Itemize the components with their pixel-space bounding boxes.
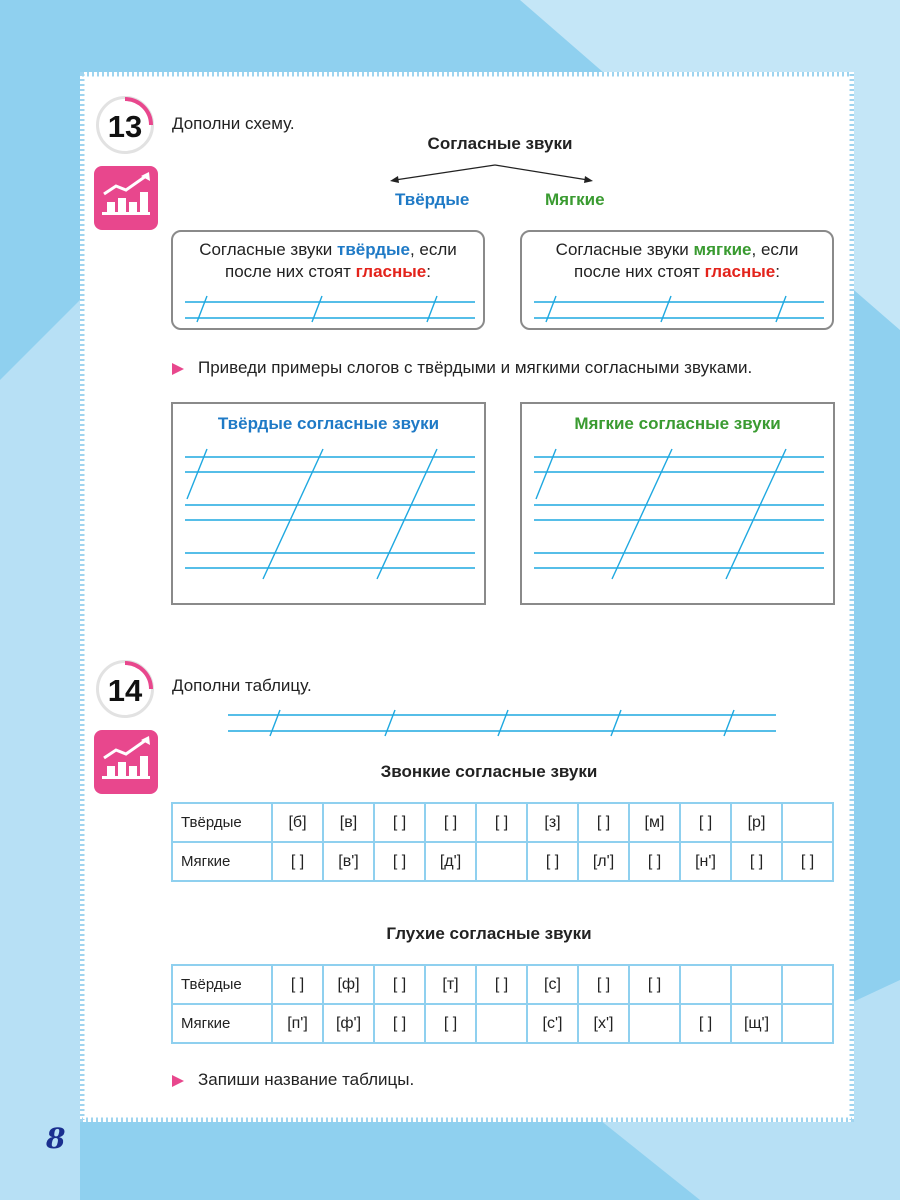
soft-rule-prefix: Согласные звуки — [555, 240, 694, 259]
sound-cell[interactable]: [ф] — [323, 965, 374, 1004]
table-row — [172, 842, 833, 881]
soft-rule-box — [520, 230, 834, 330]
hard-rule-box — [171, 230, 485, 330]
sound-cell[interactable]: [ ] — [578, 965, 629, 1004]
soft-rule-middle: , если — [751, 240, 799, 259]
sound-cell[interactable]: [ ] — [272, 842, 323, 881]
sound-cell[interactable]: [ ] — [731, 842, 782, 881]
scheme-soft: Мягкие — [545, 190, 605, 209]
sound-cell[interactable] — [731, 965, 782, 1004]
sound-cell[interactable]: [з] — [527, 803, 578, 842]
sound-cell[interactable]: [ ] — [578, 803, 629, 842]
sound-cell[interactable]: [т] — [425, 965, 476, 1004]
sound-cell[interactable]: [с] — [527, 965, 578, 1004]
hard-rule-middle: , если — [409, 240, 457, 259]
sound-cell[interactable]: [ ] — [680, 803, 731, 842]
voiced-table-title: Звонкие согласные звуки — [380, 762, 598, 781]
task-14-instruction: Дополни таблицу. — [172, 676, 312, 695]
task-13-subtask: Приведи примеры слогов с твёрдыми и мягкими согласными звуками. — [198, 358, 753, 377]
sound-cell[interactable]: [м] — [629, 803, 680, 842]
voiceless-table-title: Глухие согласные звуки — [386, 924, 592, 943]
hard-rule-vowels: гласные — [355, 262, 427, 281]
sound-cell[interactable]: [ ] — [476, 803, 527, 842]
scheme-hard: Твёрдые — [395, 190, 470, 209]
sound-cell[interactable]: [ ] — [782, 842, 833, 881]
sound-cell[interactable]: [в] — [323, 803, 374, 842]
table-row — [172, 965, 833, 1004]
sound-cell[interactable]: [ ] — [425, 1004, 476, 1043]
sound-cell[interactable]: [ ] — [425, 803, 476, 842]
growth-chart-icon — [94, 166, 158, 230]
hard-syllables-writing-lines[interactable] — [185, 444, 475, 584]
sound-cell[interactable]: [ф'] — [323, 1004, 374, 1043]
sound-cell[interactable]: [в'] — [323, 842, 374, 881]
sound-cell[interactable]: [ ] — [629, 842, 680, 881]
task-14-number: 14 — [107, 673, 143, 708]
scheme-arrows — [380, 160, 600, 190]
sound-cell[interactable] — [680, 965, 731, 1004]
scheme-root: Согласные звуки — [427, 134, 573, 153]
sound-cell[interactable]: [л'] — [578, 842, 629, 881]
table-title-writing-lines[interactable] — [228, 708, 776, 738]
soft-rule-suffix: : — [775, 262, 780, 281]
voiceless-consonants-table — [171, 964, 834, 1044]
subtask-arrow-icon — [172, 1075, 184, 1087]
sound-cell[interactable]: [п'] — [272, 1004, 323, 1043]
soft-syllables-writing-lines[interactable] — [534, 444, 824, 584]
hard-syllables-title: Твёрдые согласные звуки — [217, 414, 440, 433]
hard-rule-line2: после них стоят — [225, 262, 356, 281]
growth-chart-icon — [94, 730, 158, 794]
sound-cell[interactable] — [782, 1004, 833, 1043]
hard-rule-keyword: твёрдые — [337, 240, 410, 259]
row-label: Мягкие — [172, 842, 272, 881]
sound-cell[interactable]: [ ] — [374, 965, 425, 1004]
soft-rule-text — [522, 239, 832, 283]
sound-cell[interactable]: [н'] — [680, 842, 731, 881]
sound-cell[interactable] — [782, 803, 833, 842]
soft-syllables-title: Мягкие согласные звуки — [574, 414, 781, 433]
subtask-arrow-icon — [172, 363, 184, 375]
sound-cell[interactable]: [с'] — [527, 1004, 578, 1043]
table-row — [172, 1004, 833, 1043]
soft-rule-line2: после них стоят — [574, 262, 705, 281]
sound-cell[interactable]: [щ'] — [731, 1004, 782, 1043]
sound-cell[interactable]: [ ] — [272, 965, 323, 1004]
hard-syllables-box — [171, 402, 486, 605]
hard-rule-prefix: Согласные звуки — [199, 240, 338, 259]
soft-syllables-box — [520, 402, 835, 605]
row-label: Мягкие — [172, 1004, 272, 1043]
row-label: Твёрдые — [172, 965, 272, 1004]
task-14-subtask: Запиши название таблицы. — [198, 1070, 415, 1089]
sound-cell[interactable] — [629, 1004, 680, 1043]
sound-cell[interactable]: [ ] — [680, 1004, 731, 1043]
sound-cell[interactable]: [ ] — [629, 965, 680, 1004]
voiced-consonants-table — [171, 802, 834, 882]
sound-cell[interactable]: [ ] — [476, 965, 527, 1004]
row-label: Твёрдые — [172, 803, 272, 842]
sound-cell[interactable]: [х'] — [578, 1004, 629, 1043]
hard-rule-text — [173, 239, 483, 283]
sound-cell[interactable] — [476, 1004, 527, 1043]
hard-rule-writing-lines[interactable] — [185, 294, 475, 324]
sound-cell[interactable]: [ ] — [374, 803, 425, 842]
sound-cell[interactable] — [782, 965, 833, 1004]
task-13-number: 13 — [107, 109, 143, 144]
task-13-instruction: Дополни схему. — [172, 114, 295, 133]
soft-rule-keyword: мягкие — [693, 240, 752, 259]
soft-rule-writing-lines[interactable] — [534, 294, 824, 324]
hard-rule-suffix: : — [426, 262, 431, 281]
sound-cell[interactable]: [б] — [272, 803, 323, 842]
page-number: 8 — [46, 1122, 66, 1155]
sound-cell[interactable]: [д'] — [425, 842, 476, 881]
task-14-number-badge — [96, 660, 154, 718]
sound-cell[interactable]: [ ] — [527, 842, 578, 881]
table-row — [172, 803, 833, 842]
sound-cell[interactable]: [ ] — [374, 842, 425, 881]
sound-cell[interactable]: [ ] — [374, 1004, 425, 1043]
soft-rule-vowels: гласные — [704, 262, 776, 281]
sound-cell[interactable] — [476, 842, 527, 881]
sound-cell[interactable]: [р] — [731, 803, 782, 842]
